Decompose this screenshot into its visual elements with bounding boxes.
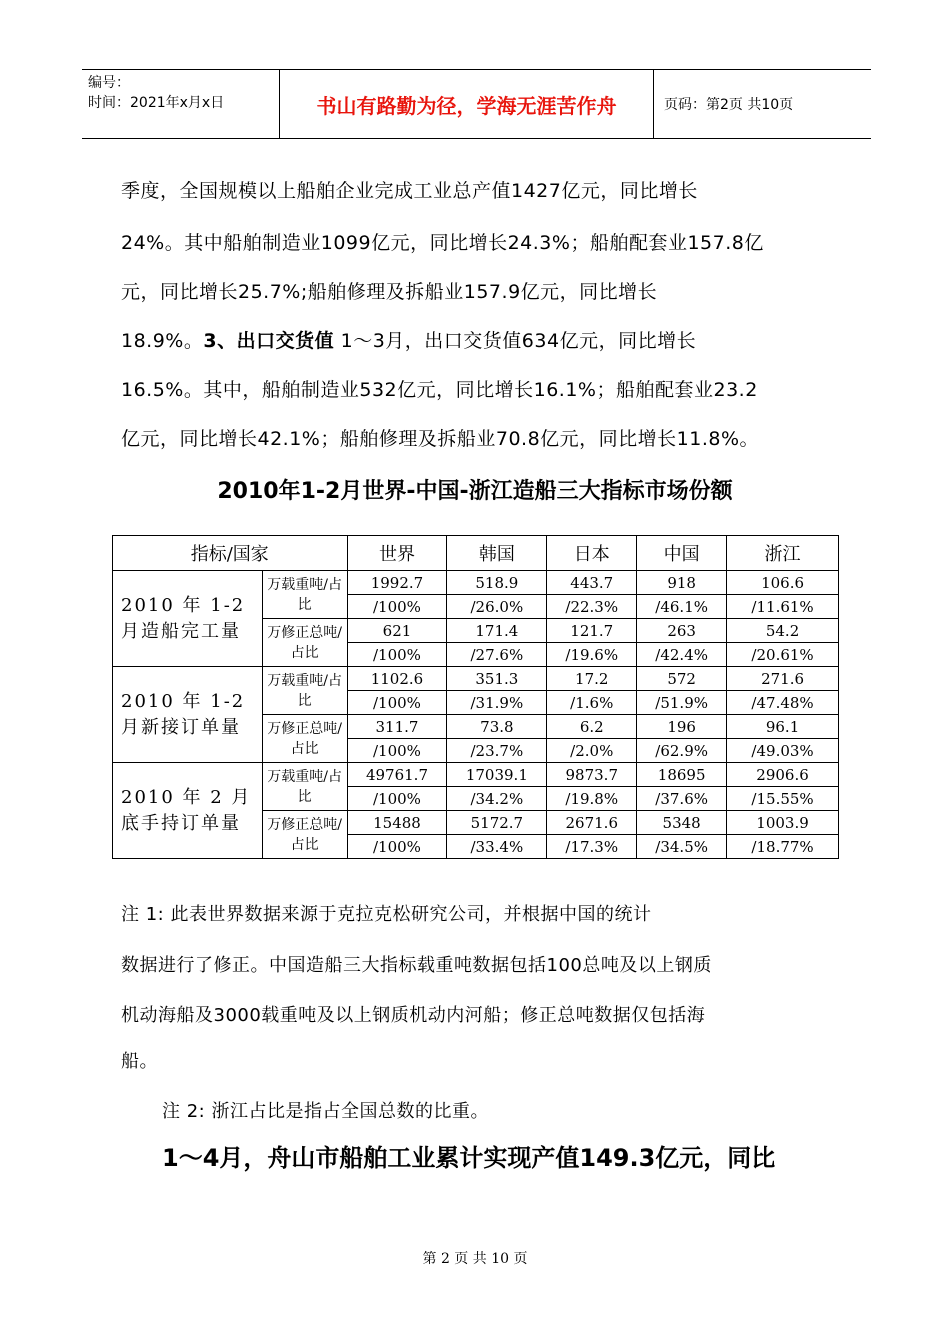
section-heading-zhoushan: 1～4月，舟山市船舶工业累计实现产值149.3亿元，同比: [162, 1144, 776, 1172]
table-cell: 17.2: [547, 667, 637, 691]
header-motto: 书山有路勤为径，学海无涯苦作舟: [280, 70, 654, 138]
table-cell: /49.03%: [727, 739, 839, 763]
table-row: [113, 571, 839, 595]
table-cell: 311.7: [347, 715, 447, 739]
table-cell: /23.7%: [447, 739, 547, 763]
table-cell: 263: [637, 619, 727, 643]
page-header: [82, 69, 871, 139]
column-header: 日本: [547, 536, 637, 571]
table-cell: 1992.7: [347, 571, 447, 595]
table-cell: 9873.7: [547, 763, 637, 787]
note-1-line: 船。: [121, 1051, 158, 1072]
table-cell: 6.2: [547, 715, 637, 739]
table-cell: 443.7: [547, 571, 637, 595]
table-cell: 918: [637, 571, 727, 595]
table-cell: /18.77%: [727, 835, 839, 859]
table-cell: 2906.6: [727, 763, 839, 787]
paragraph-text: 1～3月，出口交货值634亿元，同比增长: [334, 330, 697, 352]
unit-label: 万修正总吨/占比: [262, 715, 347, 763]
column-header: 中国: [637, 536, 727, 571]
table-cell: /19.6%: [547, 643, 637, 667]
table-cell: 171.4: [447, 619, 547, 643]
table-cell: 49761.7: [347, 763, 447, 787]
table-cell: /100%: [347, 691, 447, 715]
table-cell: 2671.6: [547, 811, 637, 835]
paragraph-line: 24%。其中船舶制造业1099亿元，同比增长24.3%；船舶配套业157.8亿: [121, 232, 764, 254]
paragraph-line: 亿元，同比增长42.1%；船舶修理及拆船业70.8亿元，同比增长11.8%。: [121, 428, 760, 450]
column-header: 浙江: [727, 536, 839, 571]
note-1-line: 机动海船及3000载重吨及以上钢质机动内河船；修正总吨数据仅包括海: [121, 1005, 706, 1026]
header-indicator-country: 指标/国家: [113, 536, 348, 571]
table-cell: 572: [637, 667, 727, 691]
table-cell: /34.2%: [447, 787, 547, 811]
table-cell: /100%: [347, 787, 447, 811]
table-cell: /51.9%: [637, 691, 727, 715]
table-cell: /33.4%: [447, 835, 547, 859]
note-1-line: 注 1: 此表世界数据来源于克拉克松研究公司，并根据中国的统计: [121, 904, 652, 925]
paragraph-line: 季度，全国规模以上船舶企业完成工业总产值1427亿元，同比增长: [121, 180, 698, 202]
paragraph-line: 元，同比增长25.7%;船舶修理及拆船业157.9亿元，同比增长: [121, 281, 658, 303]
table-cell: /100%: [347, 835, 447, 859]
table-cell: 351.3: [447, 667, 547, 691]
table-cell: 121.7: [547, 619, 637, 643]
table-title: 2010年1-2月世界-中国-浙江造船三大指标市场份额: [217, 479, 733, 504]
table-cell: /100%: [347, 739, 447, 763]
table-cell: /46.1%: [637, 595, 727, 619]
unit-label: 万载重吨/占比: [262, 763, 347, 811]
table-cell: /42.4%: [637, 643, 727, 667]
table-cell: /100%: [347, 595, 447, 619]
table-cell: 15488: [347, 811, 447, 835]
table-cell: 621: [347, 619, 447, 643]
table-cell: 17039.1: [447, 763, 547, 787]
document-number-label: 编号：: [88, 75, 130, 91]
note-2: 注 2: 浙江占比是指占全国总数的比重。: [162, 1101, 489, 1122]
table-cell: 73.8: [447, 715, 547, 739]
paragraph-line: [121, 326, 696, 353]
paragraph-text: 18.9%。: [121, 330, 204, 352]
table-cell: 518.9: [447, 571, 547, 595]
table-cell: 1102.6: [347, 667, 447, 691]
unit-label: 万载重吨/占比: [262, 571, 347, 619]
table-header-row: [113, 536, 839, 571]
table-cell: /22.3%: [547, 595, 637, 619]
table-cell: 106.6: [727, 571, 839, 595]
section-heading-export: 3、出口交货值: [203, 330, 335, 352]
group-label: 2010 年 2 月底手持订单量: [113, 763, 263, 859]
table-cell: /31.9%: [447, 691, 547, 715]
page-footer: 第 2 页 共 10 页: [422, 1251, 528, 1267]
table-cell: /11.61%: [727, 595, 839, 619]
table-cell: /19.8%: [547, 787, 637, 811]
table-row: [113, 763, 839, 787]
unit-label: 万修正总吨/占比: [262, 811, 347, 859]
table-cell: /100%: [347, 643, 447, 667]
table-cell: /62.9%: [637, 739, 727, 763]
table-cell: /1.6%: [547, 691, 637, 715]
note-1-line: 数据进行了修正。中国造船三大指标载重吨数据包括100总吨及以上钢质: [121, 955, 712, 976]
column-header: 世界: [347, 536, 447, 571]
table-cell: 196: [637, 715, 727, 739]
table-cell: /27.6%: [447, 643, 547, 667]
header-page-label: 页码：第2页 共10页: [664, 97, 794, 113]
document-time-label: 时间：2021年x月x日: [88, 95, 225, 111]
market-share-table: [112, 535, 839, 859]
table-cell: /17.3%: [547, 835, 637, 859]
unit-label: 万载重吨/占比: [262, 667, 347, 715]
table-cell: 54.2: [727, 619, 839, 643]
paragraph-line: 16.5%。其中，船舶制造业532亿元，同比增长16.1%；船舶配套业23.2: [121, 379, 758, 401]
table-cell: /37.6%: [637, 787, 727, 811]
table-cell: /26.0%: [447, 595, 547, 619]
table-cell: /15.55%: [727, 787, 839, 811]
table-row: [113, 667, 839, 691]
group-label: 2010 年 1-2 月造船完工量: [113, 571, 263, 667]
table-cell: 1003.9: [727, 811, 839, 835]
table-cell: 5348: [637, 811, 727, 835]
table-cell: 18695: [637, 763, 727, 787]
table-cell: 96.1: [727, 715, 839, 739]
table-cell: 5172.7: [447, 811, 547, 835]
table-cell: /34.5%: [637, 835, 727, 859]
table-cell: /2.0%: [547, 739, 637, 763]
header-meta: [82, 70, 280, 138]
table-cell: /20.61%: [727, 643, 839, 667]
column-header: 韩国: [447, 536, 547, 571]
table-cell: 271.6: [727, 667, 839, 691]
unit-label: 万修正总吨/占比: [262, 619, 347, 667]
table-cell: /47.48%: [727, 691, 839, 715]
group-label: 2010 年 1-2 月新接订单量: [113, 667, 263, 763]
